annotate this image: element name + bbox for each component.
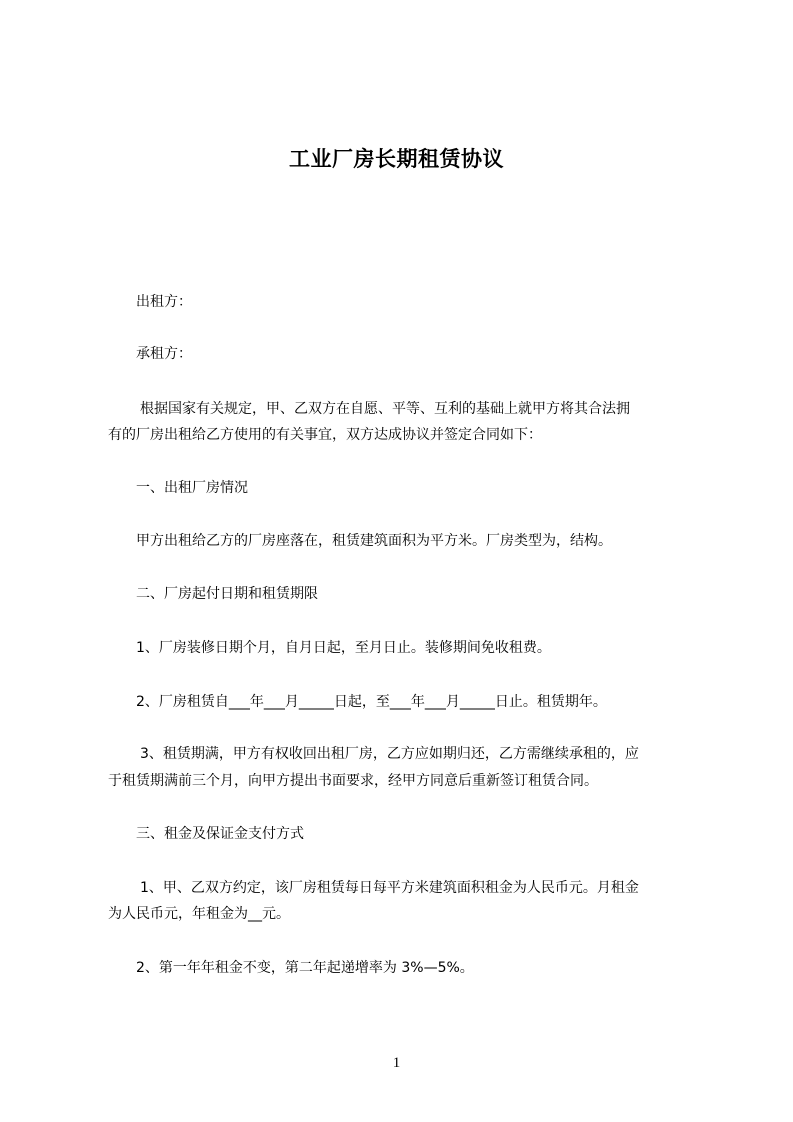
section-3-heading: 三、租金及保证金支付方式 [136,826,304,842]
intro-paragraph-line-2: 有的厂房出租给乙方使用的有关事宜，双方达成协议并签定合同如下： [108,427,542,443]
document-title: 工业厂房长期租赁协议 [289,147,504,171]
section-2-item-3-line-2: 于租赁期满前三个月，向甲方提出书面要求，经甲方同意后重新签订租赁合同。 [108,773,598,789]
section-1-heading: 一、出租厂房情况 [136,480,248,496]
lessor-label: 出租方： [136,294,192,310]
section-2-heading: 二、厂房起付日期和租赁期限 [136,586,318,602]
section-2-item-1: 1、厂房装修日期个月，自月日起，至月日止。装修期间免收租费。 [136,640,551,656]
section-3-item-1-line-2: 为人民币元，年租金为__元。 [108,906,290,922]
lessee-label: 承租方： [136,346,192,362]
section-3-item-1-line-1: 1、甲、乙双方约定，该厂房租赁每日每平方米建筑面积租金为人民币元。月租金 [140,880,639,896]
section-1-text: 甲方出租给乙方的厂房座落在，租赁建筑面积为平方米。厂房类型为，结构。 [136,533,612,549]
section-2-item-2: 2、厂房租赁自___年___月_____日起，至___年___月_____日止。租赁期年。 [136,694,607,710]
section-2-item-3-line-1: 3、租赁期满，甲方有权收回出租厂房，乙方应如期归还，乙方需继续承租的，应 [140,746,639,762]
page-number: 1 [392,1055,401,1071]
section-3-item-2: 2、第一年年租金不变，第二年起递增率为 3%—5%。 [136,960,474,976]
intro-paragraph-line-1: 根据国家有关规定，甲、乙双方在自愿、平等、互利的基础上就甲方将其合法拥 [140,401,630,417]
